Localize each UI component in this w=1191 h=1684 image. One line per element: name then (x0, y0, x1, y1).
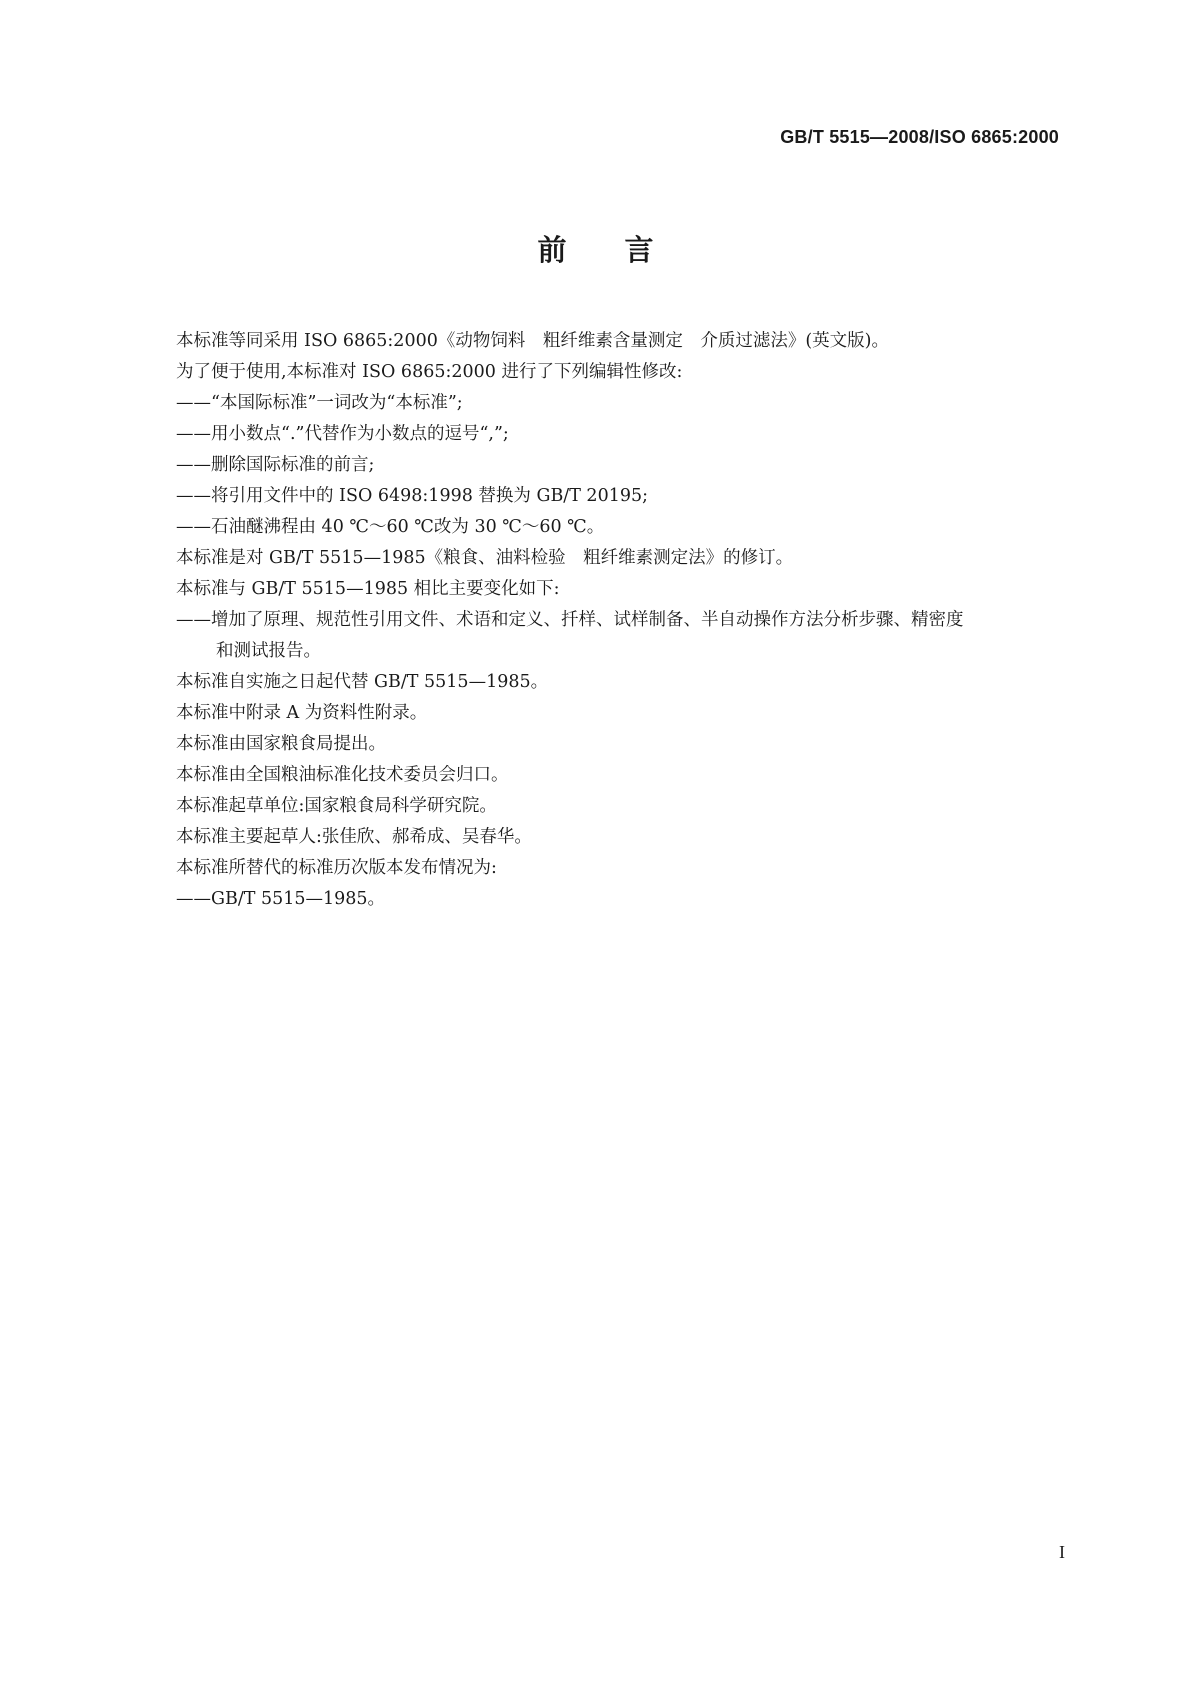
text-line: 本标准自实施之日起代替 GB/T 5515—1985。 (176, 672, 549, 692)
foreword-body (176, 326, 1066, 915)
text-line: 本标准与 GB/T 5515—1985 相比主要变化如下: (176, 579, 560, 599)
list-item: ——石油醚沸程由 40 ℃～60 ℃改为 30 ℃～60 ℃。 (176, 517, 605, 537)
text-line: 本标准由全国粮油标准化技术委员会归口。 (176, 765, 509, 785)
list-item: ——GB/T 5515—1985。 (176, 889, 386, 909)
page-title: 前言 (537, 233, 712, 267)
text-line: 为了便于使用,本标准对 ISO 6865:2000 进行了下列编辑性修改: (176, 362, 683, 382)
list-item: ——“本国际标准”一词改为“本标准”; (176, 393, 463, 413)
text-line: 本标准是对 GB/T 5515—1985《粮食、油料检验 粗纤维素测定法》的修订。 (176, 548, 794, 568)
text-line: 本标准起草单位:国家粮食局科学研究院。 (176, 796, 497, 816)
text-line: 本标准主要起草人:张佳欣、郝希成、吴春华。 (176, 827, 532, 847)
list-item: ——将引用文件中的 ISO 6498:1998 替换为 GB/T 20195; (176, 486, 649, 506)
text-line: 本标准由国家粮食局提出。 (176, 734, 386, 754)
list-item: ——增加了原理、规范性引用文件、术语和定义、扦样、试样制备、半自动操作方法分析步骤、精密度 (176, 610, 964, 630)
text-line: 本标准等同采用 ISO 6865:2000《动物饲料 粗纤维素含量测定 介质过滤法》(英文版)。 (176, 331, 889, 351)
standard-code: GB/T 5515—2008/ISO 6865:2000 (780, 127, 1059, 147)
page-number: I (1059, 1542, 1065, 1562)
text-line: 本标准所替代的标准历次版本发布情况为: (176, 858, 497, 878)
list-item-continuation: 和测试报告。 (216, 641, 321, 661)
list-item: ——删除国际标准的前言; (176, 455, 375, 475)
text-line: 本标准中附录 A 为资料性附录。 (176, 703, 428, 723)
list-item: ——用小数点“.”代替作为小数点的逗号“,”; (176, 424, 509, 444)
